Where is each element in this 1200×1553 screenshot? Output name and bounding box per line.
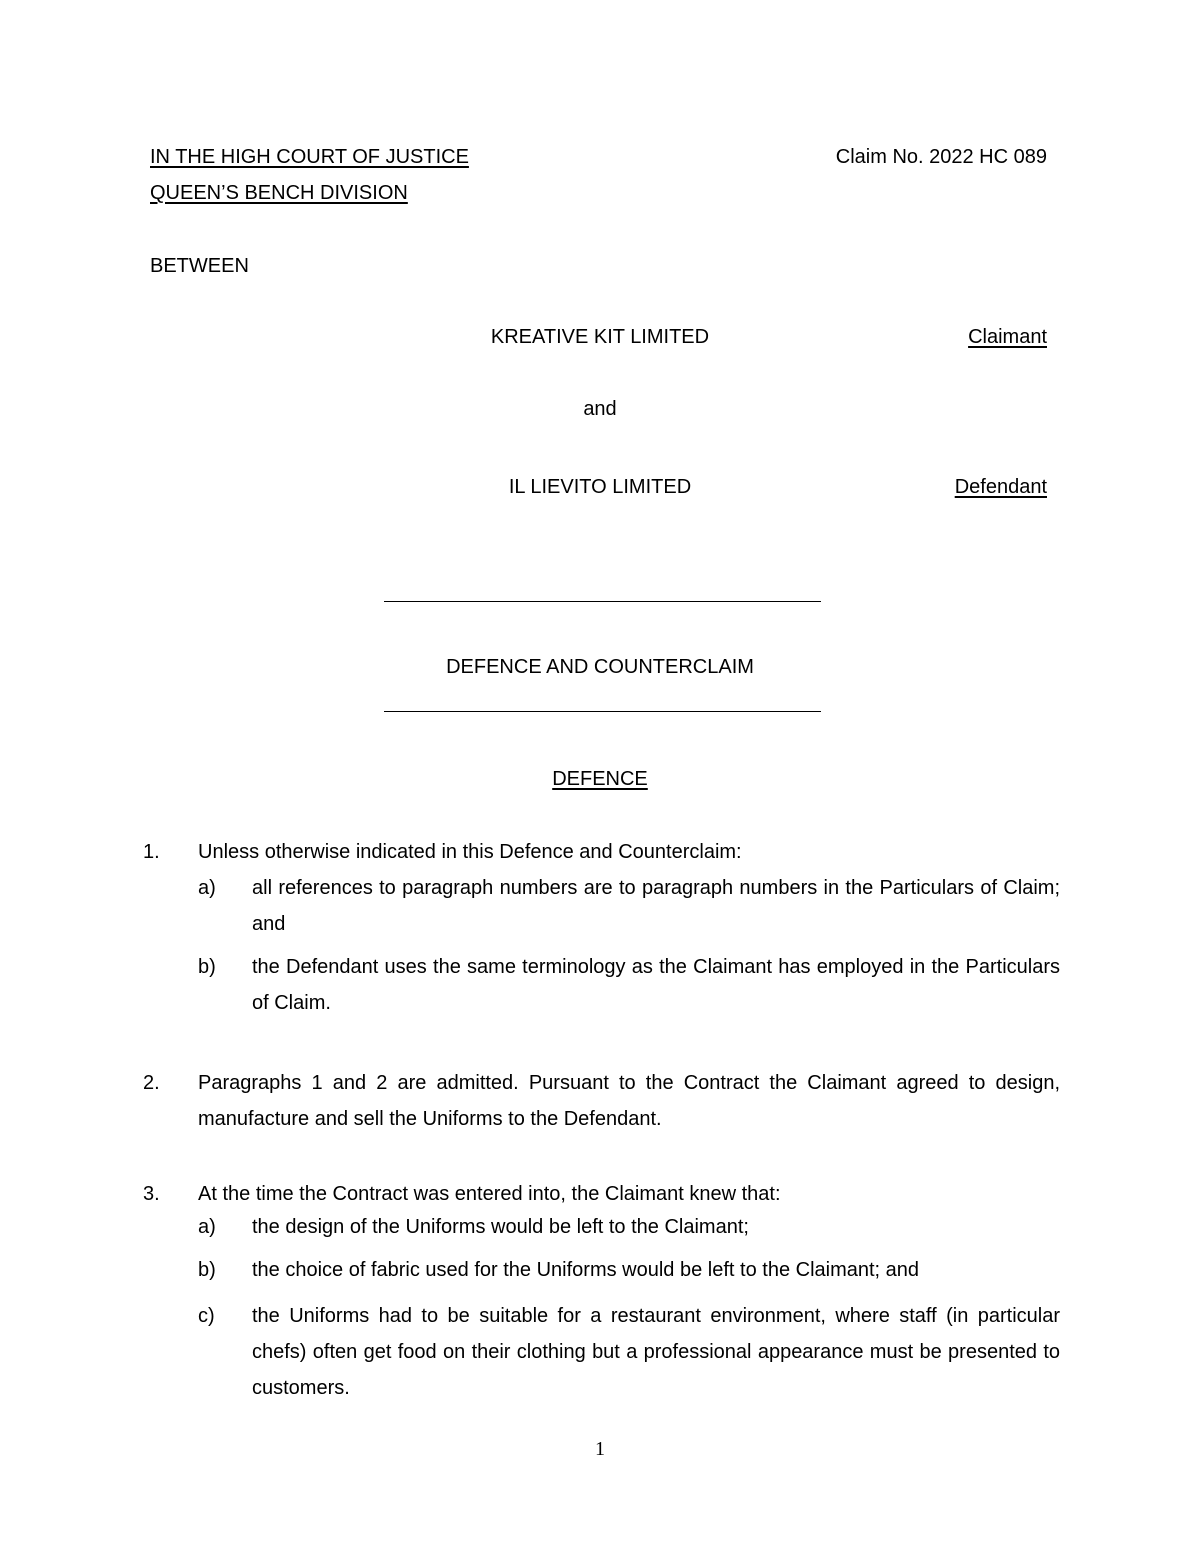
claimant-role: Claimant bbox=[968, 326, 1047, 348]
sub-item-label: b) bbox=[198, 1259, 216, 1281]
top-rule bbox=[384, 601, 821, 602]
paragraph-text: Paragraphs 1 and 2 are admitted. Pursuant to the Contract the Claimant agreed to design, manufacture and sell the Uniforms to the Defendant. bbox=[198, 1072, 1060, 1130]
claim-number: Claim No. 2022 HC 089 bbox=[835, 146, 1047, 168]
paragraph-text: At the time the Contract was entered into, the Claimant knew that: bbox=[198, 1183, 781, 1205]
document-title: DEFENCE AND COUNTERCLAIM bbox=[446, 656, 754, 678]
sub-item-label: c) bbox=[198, 1305, 215, 1327]
section-heading: DEFENCE bbox=[552, 768, 648, 790]
sub-item-text: all references to paragraph numbers are to paragraph numbers in the Particulars of Claim; and bbox=[252, 877, 1060, 935]
page-number: 1 bbox=[595, 1438, 605, 1460]
sub-item-text: the choice of fabric used for the Uniforms would be left to the Claimant; and bbox=[252, 1259, 920, 1281]
sub-item-label: b) bbox=[198, 956, 216, 978]
sub-item-text: the design of the Uniforms would be left to the Claimant; bbox=[252, 1216, 749, 1238]
bottom-rule bbox=[384, 711, 821, 712]
defendant-role: Defendant bbox=[954, 476, 1047, 498]
defendant-name: IL LIEVITO LIMITED bbox=[508, 476, 692, 498]
claimant-name: KREATIVE KIT LIMITED bbox=[490, 326, 710, 348]
court-division: QUEEN’S BENCH DIVISION bbox=[150, 182, 408, 204]
paragraph-number: 2. bbox=[143, 1072, 160, 1094]
paragraph-number: 3. bbox=[143, 1183, 160, 1205]
sub-item-label: a) bbox=[198, 877, 216, 899]
sub-item-text: the Defendant uses the same terminology as the Claimant has employed in the Particulars of Claim. bbox=[252, 956, 1060, 1014]
sub-item-label: a) bbox=[198, 1216, 216, 1238]
court-name: IN THE HIGH COURT OF JUSTICE bbox=[150, 146, 469, 168]
paragraph-text: Unless otherwise indicated in this Defence and Counterclaim: bbox=[198, 841, 742, 863]
sub-item-text: the Uniforms had to be suitable for a restaurant environment, where staff (in particular chefs) often get food on their clothing but a professional appearance must be presented to customers. bbox=[252, 1305, 1060, 1399]
and-label: and bbox=[583, 398, 617, 420]
paragraph-number: 1. bbox=[143, 841, 160, 863]
between-label: BETWEEN bbox=[150, 255, 249, 277]
